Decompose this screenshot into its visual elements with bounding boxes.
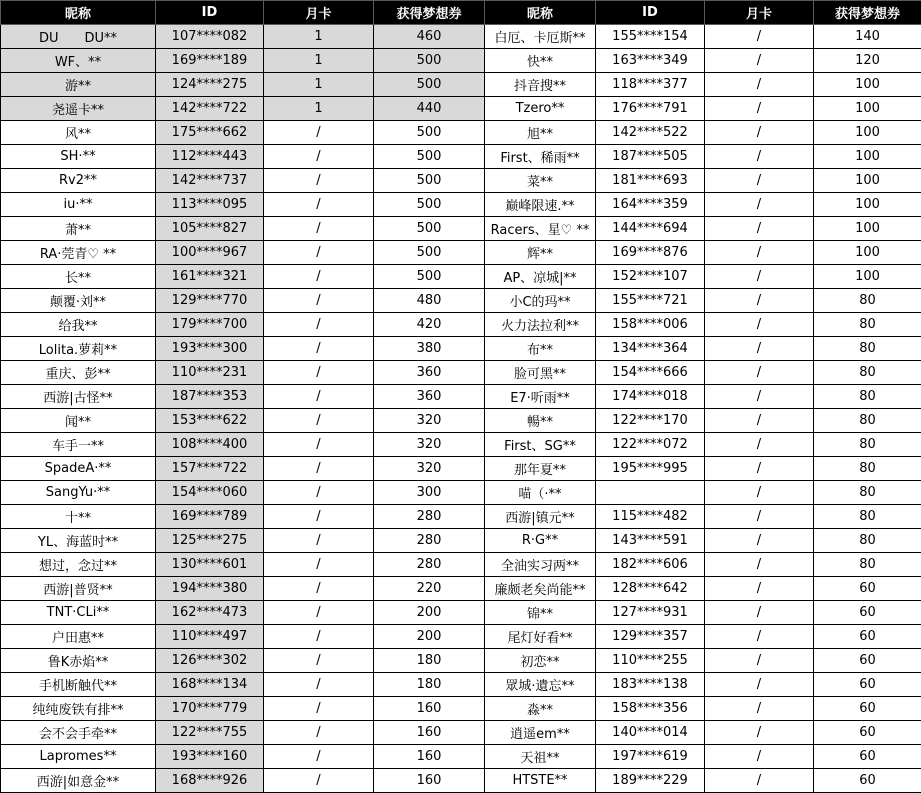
tickets-cell-right: 100: [814, 97, 921, 121]
id-cell-left: 175****662: [156, 121, 264, 145]
tickets-cell-left: 500: [374, 145, 485, 169]
header-id-left: ID: [156, 1, 264, 25]
tickets-cell-right: 60: [814, 745, 921, 769]
table-body: [1, 25, 921, 793]
monthly-card-cell-right: /: [705, 577, 814, 601]
table-row: [1, 337, 921, 361]
header-tickets-left: 获得梦想券: [374, 1, 485, 25]
monthly-card-cell-right: /: [705, 409, 814, 433]
table-row: [1, 601, 921, 625]
id-cell-right: 128****642: [596, 577, 705, 601]
id-cell-right: 187****505: [596, 145, 705, 169]
monthly-card-cell-left: /: [264, 217, 374, 241]
monthly-card-cell-left: /: [264, 313, 374, 337]
nickname-cell-left: 户田惠**: [1, 625, 156, 649]
tickets-cell-left: 420: [374, 313, 485, 337]
id-cell-left: 107****082: [156, 25, 264, 49]
monthly-card-cell-left: /: [264, 385, 374, 409]
tickets-cell-left: 360: [374, 385, 485, 409]
monthly-card-cell-left: 1: [264, 73, 374, 97]
id-cell-left: 108****400: [156, 433, 264, 457]
id-cell-left: 161****321: [156, 265, 264, 289]
table-row: [1, 361, 921, 385]
id-cell-right: 110****255: [596, 649, 705, 673]
monthly-card-cell-right: /: [705, 121, 814, 145]
nickname-cell-left: Rv2**: [1, 169, 156, 193]
tickets-cell-left: 160: [374, 745, 485, 769]
id-cell-right: [596, 481, 705, 505]
table-row: [1, 385, 921, 409]
nickname-cell-right: 眾城·遺忘**: [485, 673, 596, 697]
tickets-cell-left: 500: [374, 169, 485, 193]
tickets-cell-right: 80: [814, 313, 921, 337]
tickets-cell-left: 200: [374, 601, 485, 625]
id-cell-right: 143****591: [596, 529, 705, 553]
tickets-cell-right: 80: [814, 529, 921, 553]
id-cell-right: 122****170: [596, 409, 705, 433]
id-cell-right: 158****006: [596, 313, 705, 337]
nickname-cell-right: 抖音搜**: [485, 73, 596, 97]
nickname-cell-left: WF、**: [1, 49, 156, 73]
nickname-cell-right: 脸可黑**: [485, 361, 596, 385]
id-cell-right: 163****349: [596, 49, 705, 73]
monthly-card-cell-right: /: [705, 457, 814, 481]
id-cell-left: 168****926: [156, 769, 264, 793]
id-cell-left: 113****095: [156, 193, 264, 217]
monthly-card-cell-left: /: [264, 745, 374, 769]
id-cell-left: 193****160: [156, 745, 264, 769]
nickname-cell-left: 颠覆·刘**: [1, 289, 156, 313]
table-row: [1, 289, 921, 313]
header-nickname-left: 昵称: [1, 1, 156, 25]
tickets-cell-left: 380: [374, 337, 485, 361]
nickname-cell-right: 西游|镇元**: [485, 505, 596, 529]
tickets-cell-right: 80: [814, 553, 921, 577]
nickname-cell-left: RA·莞青♡ **: [1, 241, 156, 265]
tickets-cell-right: 80: [814, 433, 921, 457]
id-cell-right: 176****791: [596, 97, 705, 121]
nickname-cell-left: Lapromes**: [1, 745, 156, 769]
monthly-card-cell-right: /: [705, 481, 814, 505]
tickets-cell-left: 300: [374, 481, 485, 505]
table-row: [1, 721, 921, 745]
nickname-cell-right: 淼**: [485, 697, 596, 721]
monthly-card-cell-right: /: [705, 601, 814, 625]
id-cell-left: 105****827: [156, 217, 264, 241]
table-row: [1, 481, 921, 505]
tickets-cell-left: 280: [374, 553, 485, 577]
id-cell-right: 158****356: [596, 697, 705, 721]
nickname-cell-left: SH·**: [1, 145, 156, 169]
table-row: [1, 73, 921, 97]
tickets-cell-left: 440: [374, 97, 485, 121]
header-nickname-right: 昵称: [485, 1, 596, 25]
nickname-cell-right: 快**: [485, 49, 596, 73]
tickets-cell-right: 100: [814, 217, 921, 241]
monthly-card-cell-left: /: [264, 673, 374, 697]
id-cell-right: 140****014: [596, 721, 705, 745]
monthly-card-cell-left: /: [264, 529, 374, 553]
id-cell-right: 152****107: [596, 265, 705, 289]
id-cell-left: 169****789: [156, 505, 264, 529]
id-cell-right: 154****666: [596, 361, 705, 385]
id-cell-left: 157****722: [156, 457, 264, 481]
monthly-card-cell-left: /: [264, 505, 374, 529]
monthly-card-cell-right: /: [705, 169, 814, 193]
id-cell-left: 193****300: [156, 337, 264, 361]
table-row: [1, 265, 921, 289]
monthly-card-cell-right: /: [705, 241, 814, 265]
nickname-cell-right: R·G**: [485, 529, 596, 553]
nickname-cell-left: 鲁K赤焰**: [1, 649, 156, 673]
monthly-card-cell-right: /: [705, 289, 814, 313]
table-row: [1, 241, 921, 265]
monthly-card-cell-right: /: [705, 769, 814, 793]
tickets-cell-right: 100: [814, 73, 921, 97]
monthly-card-cell-right: /: [705, 313, 814, 337]
id-cell-right: 197****619: [596, 745, 705, 769]
id-cell-right: 127****931: [596, 601, 705, 625]
nickname-cell-left: iu·**: [1, 193, 156, 217]
id-cell-left: 129****770: [156, 289, 264, 313]
nickname-cell-right: 初恋**: [485, 649, 596, 673]
nickname-cell-left: 风**: [1, 121, 156, 145]
nickname-cell-left: 纯纯废铁有排**: [1, 697, 156, 721]
table-row: [1, 145, 921, 169]
nickname-cell-right: 白厄、卡厄斯**: [485, 25, 596, 49]
id-cell-left: 168****134: [156, 673, 264, 697]
id-cell-right: 182****606: [596, 553, 705, 577]
id-cell-right: 144****694: [596, 217, 705, 241]
id-cell-left: 100****967: [156, 241, 264, 265]
nickname-cell-right: First、稀雨**: [485, 145, 596, 169]
monthly-card-cell-left: /: [264, 289, 374, 313]
id-cell-right: 189****229: [596, 769, 705, 793]
monthly-card-cell-right: /: [705, 649, 814, 673]
tickets-cell-right: 140: [814, 25, 921, 49]
tickets-cell-left: 500: [374, 217, 485, 241]
tickets-cell-left: 180: [374, 649, 485, 673]
table-row: [1, 97, 921, 121]
id-cell-right: 155****154: [596, 25, 705, 49]
table-row: [1, 673, 921, 697]
nickname-cell-right: 暢**: [485, 409, 596, 433]
tickets-cell-right: 80: [814, 361, 921, 385]
monthly-card-cell-right: /: [705, 673, 814, 697]
tickets-cell-right: 120: [814, 49, 921, 73]
nickname-cell-right: E7·听雨**: [485, 385, 596, 409]
tickets-cell-right: 60: [814, 673, 921, 697]
id-cell-left: 153****622: [156, 409, 264, 433]
nickname-cell-right: 旭**: [485, 121, 596, 145]
nickname-cell-left: 长**: [1, 265, 156, 289]
table-row: [1, 433, 921, 457]
tickets-cell-right: 100: [814, 265, 921, 289]
monthly-card-cell-right: /: [705, 433, 814, 457]
id-cell-left: 126****302: [156, 649, 264, 673]
table-row: [1, 625, 921, 649]
monthly-card-cell-right: /: [705, 697, 814, 721]
id-cell-left: 110****231: [156, 361, 264, 385]
header-monthly-card-left: 月卡: [264, 1, 374, 25]
tickets-cell-left: 220: [374, 577, 485, 601]
id-cell-left: 110****497: [156, 625, 264, 649]
monthly-card-cell-left: /: [264, 121, 374, 145]
table-row: [1, 49, 921, 73]
monthly-card-cell-left: /: [264, 241, 374, 265]
monthly-card-cell-right: /: [705, 625, 814, 649]
tickets-cell-right: 80: [814, 289, 921, 313]
nickname-cell-left: YL、海蓝时**: [1, 529, 156, 553]
nickname-cell-right: 小C的玛**: [485, 289, 596, 313]
tickets-cell-left: 460: [374, 25, 485, 49]
tickets-cell-right: 100: [814, 169, 921, 193]
tickets-cell-left: 500: [374, 265, 485, 289]
tickets-cell-right: 100: [814, 241, 921, 265]
id-cell-right: 115****482: [596, 505, 705, 529]
table-row: [1, 577, 921, 601]
monthly-card-cell-right: /: [705, 337, 814, 361]
nickname-cell-left: 游**: [1, 73, 156, 97]
nickname-cell-right: 那年夏**: [485, 457, 596, 481]
monthly-card-cell-left: /: [264, 433, 374, 457]
id-cell-left: 112****443: [156, 145, 264, 169]
nickname-cell-left: SpadeA·**: [1, 457, 156, 481]
monthly-card-cell-left: /: [264, 553, 374, 577]
monthly-card-cell-right: /: [705, 49, 814, 73]
id-cell-left: 187****353: [156, 385, 264, 409]
table-row: [1, 409, 921, 433]
id-cell-right: 174****018: [596, 385, 705, 409]
tickets-cell-left: 160: [374, 769, 485, 793]
table-row: [1, 169, 921, 193]
id-cell-right: 142****522: [596, 121, 705, 145]
monthly-card-cell-right: /: [705, 265, 814, 289]
id-cell-left: 194****380: [156, 577, 264, 601]
nickname-cell-right: 廉颇老矣尚能**: [485, 577, 596, 601]
monthly-card-cell-right: /: [705, 97, 814, 121]
tickets-cell-right: 100: [814, 121, 921, 145]
nickname-cell-right: AP、凉城|**: [485, 265, 596, 289]
id-cell-right: 122****072: [596, 433, 705, 457]
nickname-cell-left: 十**: [1, 505, 156, 529]
table-row: [1, 745, 921, 769]
monthly-card-cell-left: /: [264, 193, 374, 217]
table-row: [1, 697, 921, 721]
nickname-cell-right: 菜**: [485, 169, 596, 193]
tickets-cell-left: 160: [374, 697, 485, 721]
id-cell-right: 195****995: [596, 457, 705, 481]
nickname-cell-right: 巅峰限速.**: [485, 193, 596, 217]
tickets-cell-right: 100: [814, 145, 921, 169]
tickets-cell-left: 320: [374, 457, 485, 481]
table-row: [1, 649, 921, 673]
monthly-card-cell-right: /: [705, 193, 814, 217]
monthly-card-cell-right: /: [705, 505, 814, 529]
monthly-card-cell-right: /: [705, 145, 814, 169]
table-row: [1, 553, 921, 577]
table-row: [1, 217, 921, 241]
tickets-cell-left: 500: [374, 241, 485, 265]
monthly-card-cell-right: /: [705, 721, 814, 745]
id-cell-right: 164****359: [596, 193, 705, 217]
id-cell-right: 181****693: [596, 169, 705, 193]
nickname-cell-right: 锦**: [485, 601, 596, 625]
monthly-card-cell-right: /: [705, 217, 814, 241]
monthly-card-cell-left: /: [264, 457, 374, 481]
nickname-cell-right: 布**: [485, 337, 596, 361]
nickname-cell-right: 逍遥em**: [485, 721, 596, 745]
monthly-card-cell-right: /: [705, 73, 814, 97]
nickname-cell-left: 西游|古怪**: [1, 385, 156, 409]
id-cell-left: 154****060: [156, 481, 264, 505]
tickets-cell-right: 80: [814, 457, 921, 481]
table-row: [1, 121, 921, 145]
tickets-cell-left: 320: [374, 409, 485, 433]
monthly-card-cell-left: /: [264, 769, 374, 793]
tickets-cell-left: 500: [374, 193, 485, 217]
tickets-cell-left: 360: [374, 361, 485, 385]
monthly-card-cell-right: /: [705, 529, 814, 553]
header-id-right: ID: [596, 1, 705, 25]
monthly-card-cell-left: /: [264, 625, 374, 649]
tickets-cell-right: 60: [814, 769, 921, 793]
tickets-cell-left: 160: [374, 721, 485, 745]
tickets-cell-left: 280: [374, 505, 485, 529]
monthly-card-cell-right: /: [705, 385, 814, 409]
tickets-cell-right: 60: [814, 649, 921, 673]
monthly-card-cell-right: /: [705, 25, 814, 49]
nickname-cell-left: TNT·CLi**: [1, 601, 156, 625]
header-tickets-right: 获得梦想券: [814, 1, 921, 25]
id-cell-left: 122****755: [156, 721, 264, 745]
table-row: [1, 769, 921, 793]
nickname-cell-right: First、SG**: [485, 433, 596, 457]
nickname-cell-right: 尾灯好看**: [485, 625, 596, 649]
monthly-card-cell-left: /: [264, 577, 374, 601]
id-cell-left: 124****275: [156, 73, 264, 97]
nickname-cell-left: Lolita.萝莉**: [1, 337, 156, 361]
monthly-card-cell-left: /: [264, 649, 374, 673]
nickname-cell-left: DU DU**: [1, 25, 156, 49]
nickname-cell-left: 车手一**: [1, 433, 156, 457]
id-cell-left: 179****700: [156, 313, 264, 337]
table-row: [1, 313, 921, 337]
id-cell-left: 142****722: [156, 97, 264, 121]
nickname-cell-left: SangYu·**: [1, 481, 156, 505]
tickets-cell-left: 180: [374, 673, 485, 697]
tickets-cell-left: 500: [374, 121, 485, 145]
tickets-cell-right: 80: [814, 409, 921, 433]
id-cell-left: 170****779: [156, 697, 264, 721]
monthly-card-cell-left: /: [264, 361, 374, 385]
monthly-card-cell-left: 1: [264, 25, 374, 49]
nickname-cell-left: 西游|普贤**: [1, 577, 156, 601]
nickname-cell-left: 西游|如意金**: [1, 769, 156, 793]
nickname-cell-left: 闻**: [1, 409, 156, 433]
tickets-cell-left: 500: [374, 49, 485, 73]
id-cell-left: 169****189: [156, 49, 264, 73]
tickets-cell-right: 100: [814, 193, 921, 217]
nickname-cell-right: 火力法拉利**: [485, 313, 596, 337]
id-cell-left: 125****275: [156, 529, 264, 553]
monthly-card-cell-right: /: [705, 361, 814, 385]
id-cell-right: 169****876: [596, 241, 705, 265]
nickname-cell-left: 给我**: [1, 313, 156, 337]
monthly-card-cell-left: 1: [264, 97, 374, 121]
table-row: [1, 529, 921, 553]
tickets-cell-right: 60: [814, 601, 921, 625]
monthly-card-cell-right: /: [705, 745, 814, 769]
nickname-cell-left: 重庆、彭**: [1, 361, 156, 385]
id-cell-right: 183****138: [596, 673, 705, 697]
tickets-cell-right: 80: [814, 337, 921, 361]
monthly-card-cell-left: /: [264, 721, 374, 745]
nickname-cell-right: Tzero**: [485, 97, 596, 121]
tickets-cell-left: 320: [374, 433, 485, 457]
nickname-cell-right: 辉**: [485, 241, 596, 265]
nickname-cell-left: 手机断触代**: [1, 673, 156, 697]
table-row: [1, 505, 921, 529]
tickets-cell-right: 60: [814, 625, 921, 649]
monthly-card-cell-left: /: [264, 145, 374, 169]
id-cell-left: 142****737: [156, 169, 264, 193]
tickets-cell-left: 200: [374, 625, 485, 649]
table-row: [1, 457, 921, 481]
tickets-cell-right: 60: [814, 697, 921, 721]
table-row: [1, 193, 921, 217]
tickets-cell-right: 80: [814, 385, 921, 409]
nickname-cell-right: HTSTE**: [485, 769, 596, 793]
nickname-cell-left: 尧遥卡**: [1, 97, 156, 121]
nickname-cell-right: 全油实习两**: [485, 553, 596, 577]
nickname-cell-left: 想过，念过**: [1, 553, 156, 577]
tickets-cell-left: 480: [374, 289, 485, 313]
tickets-cell-right: 80: [814, 481, 921, 505]
tickets-cell-left: 280: [374, 529, 485, 553]
nickname-cell-right: Racers、星♡ **: [485, 217, 596, 241]
header-monthly-card-right: 月卡: [705, 1, 814, 25]
monthly-card-cell-left: /: [264, 265, 374, 289]
monthly-card-cell-left: 1: [264, 49, 374, 73]
tickets-cell-right: 60: [814, 577, 921, 601]
id-cell-right: 155****721: [596, 289, 705, 313]
tickets-cell-right: 60: [814, 721, 921, 745]
id-cell-left: 162****473: [156, 601, 264, 625]
monthly-card-cell-right: /: [705, 553, 814, 577]
tickets-cell-left: 500: [374, 73, 485, 97]
nickname-cell-right: 天祖**: [485, 745, 596, 769]
id-cell-left: 130****601: [156, 553, 264, 577]
nickname-cell-left: 会不会手牵**: [1, 721, 156, 745]
tickets-cell-right: 80: [814, 505, 921, 529]
monthly-card-cell-left: /: [264, 409, 374, 433]
monthly-card-cell-left: /: [264, 601, 374, 625]
id-cell-right: 118****377: [596, 73, 705, 97]
monthly-card-cell-left: /: [264, 481, 374, 505]
monthly-card-cell-left: /: [264, 697, 374, 721]
id-cell-right: 129****357: [596, 625, 705, 649]
header-row: [1, 1, 921, 25]
nickname-cell-right: 喵（·**: [485, 481, 596, 505]
table-row: [1, 25, 921, 49]
monthly-card-cell-left: /: [264, 169, 374, 193]
monthly-card-cell-left: /: [264, 337, 374, 361]
nickname-cell-left: 萧**: [1, 217, 156, 241]
id-cell-right: 134****364: [596, 337, 705, 361]
